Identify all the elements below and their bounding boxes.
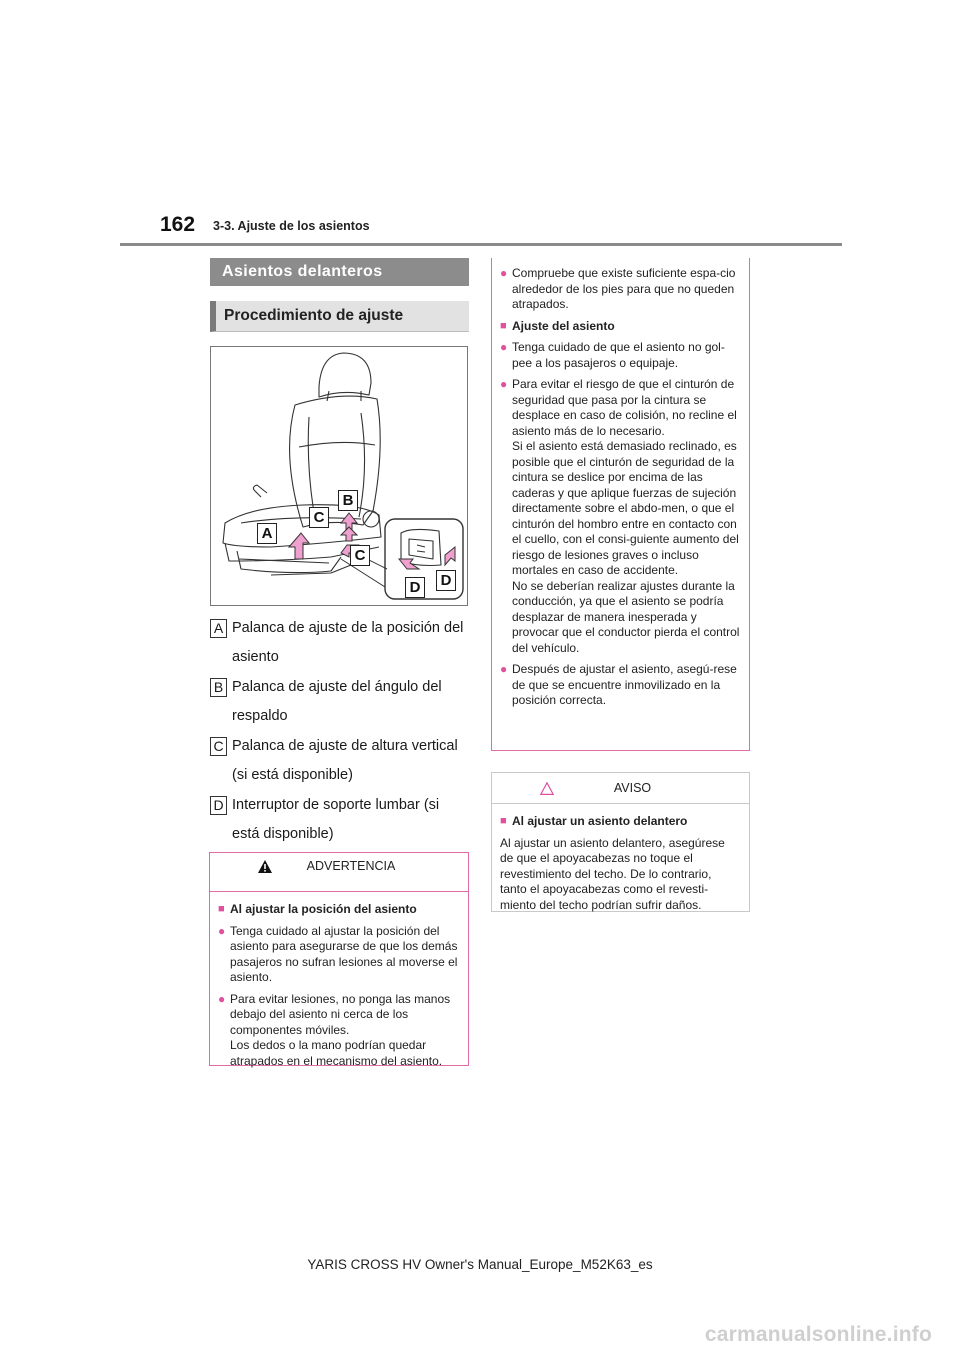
seat-drawing	[211, 347, 467, 605]
notice-heading: Al ajustar un asiento delantero	[512, 814, 688, 828]
legend-text-line1: Palanca de ajuste de altura vertical	[232, 738, 458, 754]
square-bullet-icon: ■	[500, 319, 507, 332]
notice-box	[491, 772, 750, 912]
warning-header	[210, 853, 468, 892]
header-divider	[120, 243, 842, 246]
legend-item-a	[210, 614, 472, 672]
legend-tag: D	[210, 796, 227, 815]
legend-item-b	[210, 673, 472, 731]
circle-bullet-icon: ●	[500, 377, 508, 391]
legend-text-line2: está disponible)	[232, 826, 334, 842]
right-bullet: Después de ajustar el asiento, asegú-rese de que se encuentre inmovilizado en la posición correcta.	[512, 662, 737, 707]
notice-header	[492, 773, 749, 804]
notice-text: Al ajustar un asiento delantero, asegúrese de que el apoyacabezas no toque el revestimiento del techo. De lo contrario, tanto el apoyacabezas como el revesti-miento del techo podrían sufrir daños.	[500, 835, 725, 912]
legend-text-line2: respaldo	[232, 708, 288, 724]
callout-b: B	[338, 490, 358, 511]
circle-bullet-icon: ●	[218, 923, 226, 938]
seat-illustration	[210, 346, 468, 606]
warning-triangle-icon	[258, 860, 272, 873]
square-bullet-icon: ■	[500, 815, 507, 827]
legend-item-c	[210, 732, 472, 790]
legend-text-line1: Interruptor de soporte lumbar (si	[232, 797, 440, 813]
circle-bullet-icon: ●	[218, 991, 226, 1006]
warning-title: ADVERTENCIA	[306, 859, 396, 873]
right-bullet: Compruebe que existe suficiente espa-cio alrededor de los pies para que no queden atrapados.	[512, 266, 736, 311]
legend-text-line2: (si está disponible)	[232, 767, 353, 783]
warning-heading: Al ajustar la posición del asiento	[230, 902, 417, 916]
right-heading: Ajuste del asiento	[512, 318, 615, 333]
legend-text-line1: Palanca de ajuste del ángulo del	[232, 679, 442, 695]
page-number: 162	[160, 213, 196, 236]
legend-tag: A	[210, 619, 227, 638]
callout-d-left: D	[405, 577, 425, 598]
main-heading: Asientos delanteros	[210, 258, 469, 286]
callout-d-right: D	[436, 570, 456, 591]
footer-text: YARIS CROSS HV Owner's Manual_Europe_M52K63_es	[307, 1257, 653, 1272]
warning-continuation-box	[491, 258, 750, 751]
legend-tag: C	[210, 737, 227, 756]
callout-c-lower: C	[350, 545, 370, 566]
sub-heading: Procedimiento de ajuste	[210, 301, 469, 332]
legend-text-line2: asiento	[232, 649, 279, 665]
legend-text-line1: Palanca de ajuste de la posición del	[232, 620, 464, 636]
notice-title: AVISO	[613, 781, 652, 795]
square-bullet-icon: ■	[218, 903, 225, 915]
legend-item-d	[210, 791, 472, 849]
notice-triangle-icon	[540, 782, 554, 795]
right-bullet: Para evitar el riesgo de que el cinturón de seguridad que pasa por la cintura se desplace en caso de colisión, no recline el asiento más de lo necesario. Si el asiento está demasiado reclinado, es posible que el cinturón de seguridad de la cintura se deslice por encima de las caderas y que aplique fuerzas de sujeción directamente sobre el abdo-men, o que el cinturón del hombro entre en contacto con el cuello, con el consi-guiente aumento del riesgo de lesiones graves o incluso mortales en caso de accidente. No se deberían realizar ajustes durante la conducción, ya que el asiento se podría desplazar de manera inesperada y provocar que el conductor pierda el control del vehículo.	[512, 377, 740, 655]
legend-tag: B	[210, 678, 227, 697]
warning-bullet: Tenga cuidado al ajustar la posición del asiento para asegurarse de que los demás pasajeros no sufran lesiones al moverse el asiento.	[230, 923, 458, 984]
warning-bullet: Para evitar lesiones, no ponga las manos debajo del asiento ni cerca de los componentes móviles. Los dedos o la mano podrían quedar atrapados en el mecanismo del asiento.	[230, 991, 451, 1068]
callout-a: A	[257, 523, 277, 544]
right-bullet: Tenga cuidado de que el asiento no gol-pee a los pasajeros o equipaje.	[512, 340, 725, 370]
circle-bullet-icon: ●	[500, 266, 508, 280]
section-title: 3-3. Ajuste de los asientos	[213, 219, 370, 233]
watermark: carmanualsonline.info	[704, 1323, 932, 1346]
callout-c-upper: C	[309, 507, 329, 528]
circle-bullet-icon: ●	[500, 662, 508, 676]
circle-bullet-icon: ●	[500, 340, 508, 354]
warning-box	[209, 852, 469, 1066]
